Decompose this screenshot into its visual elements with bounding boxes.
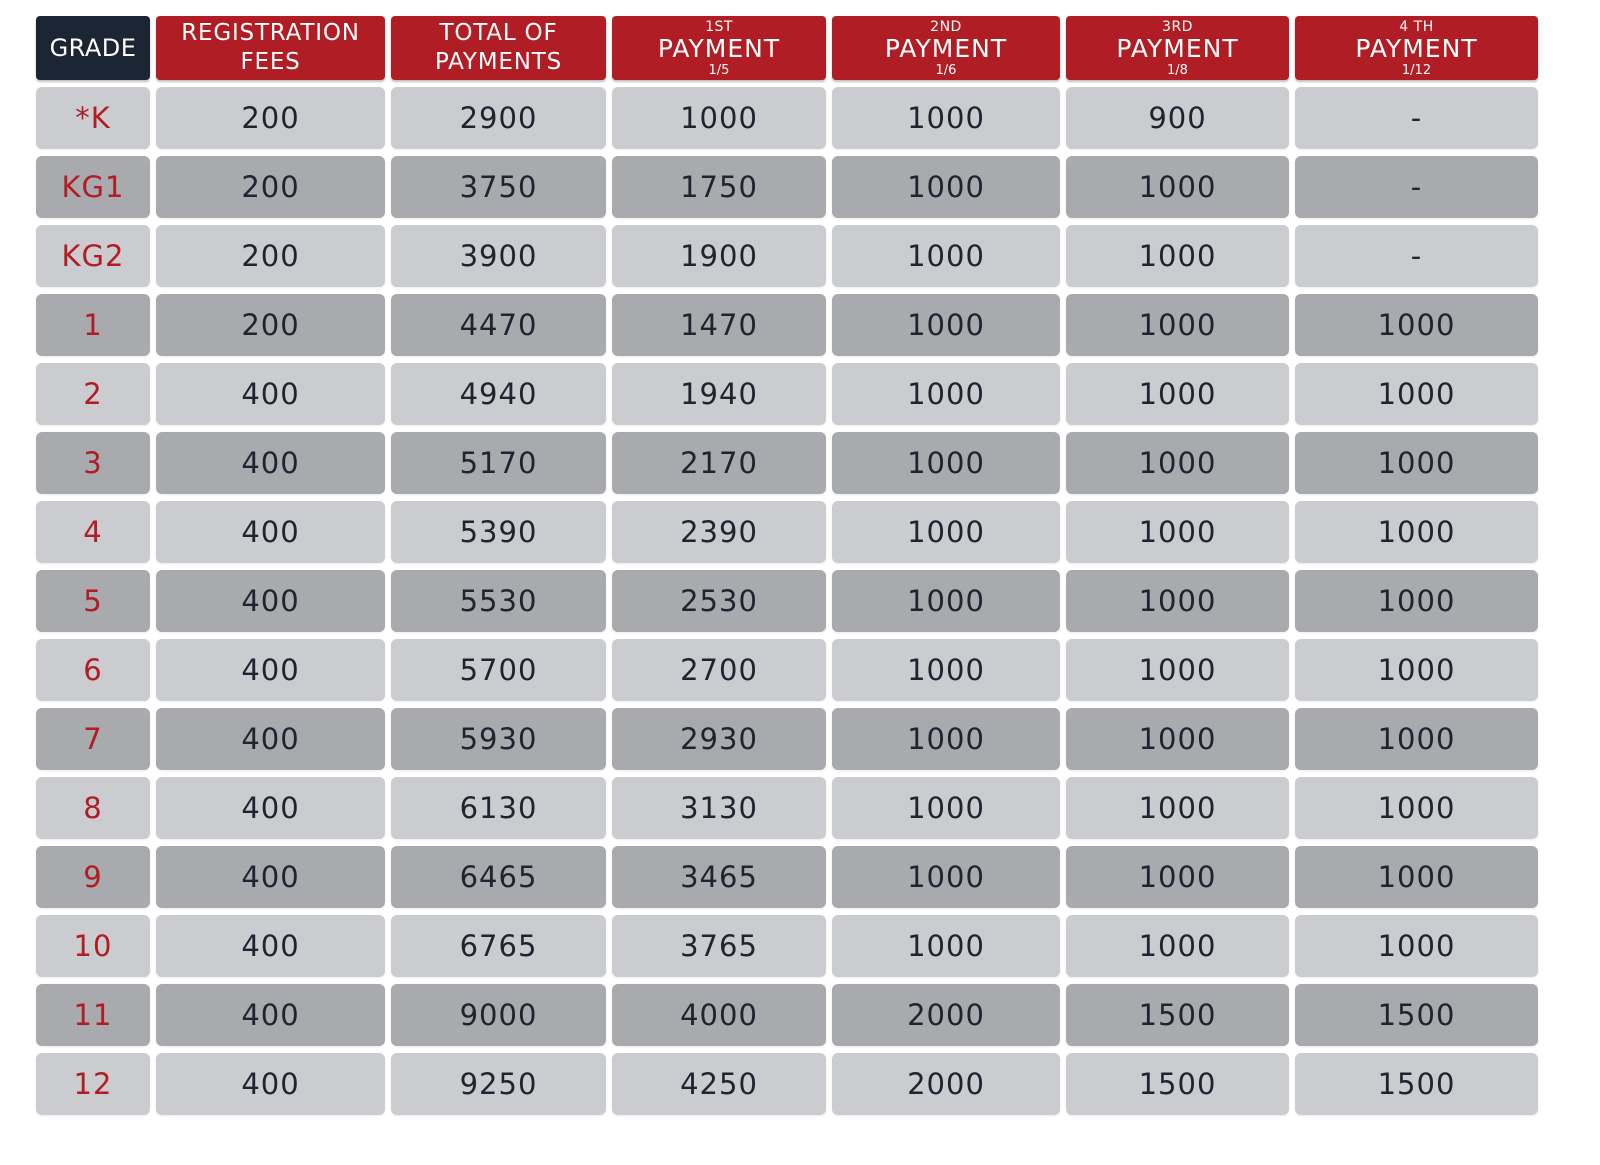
payment-4-cell: 1000 (1295, 294, 1538, 356)
registration-fee-cell: 400 (156, 432, 385, 494)
registration-fee-cell: 400 (156, 501, 385, 563)
payment-4-cell: 1000 (1295, 915, 1538, 977)
header-total-payments (391, 16, 606, 80)
payment-3-cell: 1000 (1066, 915, 1289, 977)
total-payments-cell: 6465 (391, 846, 606, 908)
registration-fee-cell: 400 (156, 708, 385, 770)
payment-1-cell: 2930 (612, 708, 826, 770)
payment-3-cell: 1000 (1066, 570, 1289, 632)
payment-2-cell: 1000 (832, 225, 1060, 287)
registration-fee-cell: 400 (156, 363, 385, 425)
grade-cell: 3 (36, 432, 150, 494)
payment-3-cell: 1000 (1066, 156, 1289, 218)
payment-2-cell: 2000 (832, 984, 1060, 1046)
payment-1-cell: 4250 (612, 1053, 826, 1115)
header-payment-1 (612, 16, 826, 80)
total-payments-cell: 3750 (391, 156, 606, 218)
total-payments-cell: 3900 (391, 225, 606, 287)
grade-cell: 12 (36, 1053, 150, 1115)
header-registration-line1: REGISTRATION (181, 20, 360, 46)
payment-3-cell: 900 (1066, 87, 1289, 149)
grade-cell: 6 (36, 639, 150, 701)
payment-1-cell: 2390 (612, 501, 826, 563)
registration-fee-cell: 200 (156, 225, 385, 287)
registration-fee-cell: 400 (156, 777, 385, 839)
header-total-line2: PAYMENTS (434, 49, 563, 75)
registration-fee-cell: 400 (156, 915, 385, 977)
payment-4-cell: 1000 (1295, 777, 1538, 839)
payment-1-cell: 1750 (612, 156, 826, 218)
header-registration-fees (156, 16, 385, 80)
payment-1-cell: 2170 (612, 432, 826, 494)
fee-table (36, 16, 1564, 1115)
payment-2-cell: 1000 (832, 501, 1060, 563)
header-payment-3-fraction: 1/8 (1167, 62, 1188, 78)
payment-4-cell: - (1295, 225, 1538, 287)
payment-1-cell: 1470 (612, 294, 826, 356)
header-payment-2-label: PAYMENT (884, 33, 1008, 63)
registration-fee-cell: 400 (156, 639, 385, 701)
header-grade (36, 16, 150, 80)
payment-1-cell: 3465 (612, 846, 826, 908)
total-payments-cell: 9250 (391, 1053, 606, 1115)
payment-4-cell: 1000 (1295, 639, 1538, 701)
total-payments-cell: 5930 (391, 708, 606, 770)
header-payment-4-ordinal: 4 TH (1399, 18, 1434, 35)
payment-3-cell: 1000 (1066, 846, 1289, 908)
payment-3-cell: 1000 (1066, 708, 1289, 770)
grade-cell: 1 (36, 294, 150, 356)
payment-1-cell: 2530 (612, 570, 826, 632)
payment-2-cell: 1000 (832, 915, 1060, 977)
payment-2-cell: 1000 (832, 87, 1060, 149)
registration-fee-cell: 400 (156, 984, 385, 1046)
payment-2-cell: 2000 (832, 1053, 1060, 1115)
payment-4-cell: - (1295, 87, 1538, 149)
header-payment-3 (1066, 16, 1289, 80)
payment-3-cell: 1000 (1066, 501, 1289, 563)
registration-fee-cell: 400 (156, 570, 385, 632)
payment-2-cell: 1000 (832, 156, 1060, 218)
header-payment-4-label: PAYMENT (1355, 33, 1478, 63)
payment-3-cell: 1000 (1066, 294, 1289, 356)
payment-3-cell: 1000 (1066, 225, 1289, 287)
payment-3-cell: 1000 (1066, 432, 1289, 494)
header-registration-line2: FEES (240, 49, 301, 75)
payment-2-cell: 1000 (832, 432, 1060, 494)
registration-fee-cell: 200 (156, 294, 385, 356)
total-payments-cell: 9000 (391, 984, 606, 1046)
grade-cell: KG1 (36, 156, 150, 218)
payment-2-cell: 1000 (832, 363, 1060, 425)
payment-2-cell: 1000 (832, 639, 1060, 701)
grade-cell: 5 (36, 570, 150, 632)
header-payment-2-fraction: 1/6 (935, 62, 957, 78)
registration-fee-cell: 400 (156, 1053, 385, 1115)
header-payment-1-ordinal: 1ST (705, 18, 733, 35)
header-payment-2-ordinal: 2ND (930, 18, 962, 35)
payment-1-cell: 3130 (612, 777, 826, 839)
header-payment-3-label: PAYMENT (1116, 33, 1239, 63)
grade-cell: 8 (36, 777, 150, 839)
payment-4-cell: 1000 (1295, 363, 1538, 425)
total-payments-cell: 5390 (391, 501, 606, 563)
payment-4-cell: 1500 (1295, 1053, 1538, 1115)
grade-cell: 4 (36, 501, 150, 563)
header-payment-2 (832, 16, 1060, 80)
header-payment-1-label: PAYMENT (657, 33, 781, 63)
total-payments-cell: 6765 (391, 915, 606, 977)
payment-1-cell: 3765 (612, 915, 826, 977)
payment-4-cell: 1000 (1295, 432, 1538, 494)
payment-1-cell: 1940 (612, 363, 826, 425)
header-total-line1: TOTAL OF (439, 20, 558, 46)
total-payments-cell: 4940 (391, 363, 606, 425)
payment-2-cell: 1000 (832, 570, 1060, 632)
payment-3-cell: 1000 (1066, 639, 1289, 701)
payment-4-cell: 1000 (1295, 708, 1538, 770)
grade-cell: 7 (36, 708, 150, 770)
payment-3-cell: 1000 (1066, 363, 1289, 425)
total-payments-cell: 5170 (391, 432, 606, 494)
payment-4-cell: 1500 (1295, 984, 1538, 1046)
payment-4-cell: - (1295, 156, 1538, 218)
grade-cell: *K (36, 87, 150, 149)
grade-cell: 2 (36, 363, 150, 425)
payment-1-cell: 1000 (612, 87, 826, 149)
payment-2-cell: 1000 (832, 294, 1060, 356)
payment-4-cell: 1000 (1295, 846, 1538, 908)
grade-cell: 10 (36, 915, 150, 977)
header-payment-4 (1295, 16, 1538, 80)
payment-1-cell: 2700 (612, 639, 826, 701)
payment-3-cell: 1000 (1066, 777, 1289, 839)
header-grade-label: GRADE (49, 34, 137, 62)
total-payments-cell: 4470 (391, 294, 606, 356)
payment-3-cell: 1500 (1066, 1053, 1289, 1115)
registration-fee-cell: 200 (156, 156, 385, 218)
registration-fee-cell: 200 (156, 87, 385, 149)
registration-fee-cell: 400 (156, 846, 385, 908)
payment-4-cell: 1000 (1295, 501, 1538, 563)
payment-1-cell: 4000 (612, 984, 826, 1046)
header-payment-3-ordinal: 3RD (1162, 18, 1193, 35)
header-payment-4-fraction: 1/12 (1401, 62, 1432, 78)
grade-cell: KG2 (36, 225, 150, 287)
payment-4-cell: 1000 (1295, 570, 1538, 632)
payment-2-cell: 1000 (832, 777, 1060, 839)
payment-3-cell: 1500 (1066, 984, 1289, 1046)
total-payments-cell: 5530 (391, 570, 606, 632)
header-payment-1-fraction: 1/5 (708, 62, 730, 78)
total-payments-cell: 5700 (391, 639, 606, 701)
total-payments-cell: 6130 (391, 777, 606, 839)
grade-cell: 9 (36, 846, 150, 908)
total-payments-cell: 2900 (391, 87, 606, 149)
payment-2-cell: 1000 (832, 708, 1060, 770)
grade-cell: 11 (36, 984, 150, 1046)
payment-1-cell: 1900 (612, 225, 826, 287)
payment-2-cell: 1000 (832, 846, 1060, 908)
